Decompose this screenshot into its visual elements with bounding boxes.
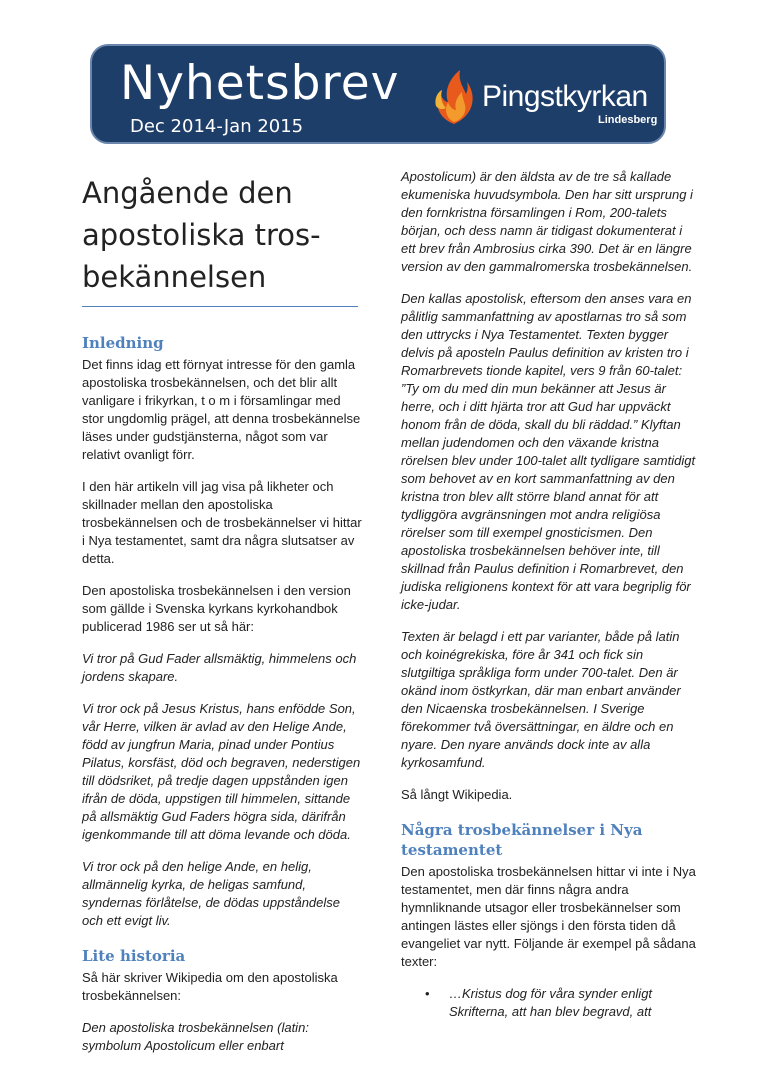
bullet-icon: • [425, 986, 430, 1001]
bullet-list [401, 985, 696, 1021]
newsletter-title: Nyhetsbrev [120, 56, 400, 111]
section-heading-nya-testamentet: Några trosbekännelser i Nya testamentet [401, 821, 643, 859]
flame-icon [430, 68, 478, 126]
newsletter-date: Dec 2014-Jan 2015 [130, 116, 304, 137]
right-column [401, 168, 696, 1021]
logo-name: Pingstkyrkan [482, 80, 648, 113]
logo-subtitle: Lindesberg [598, 114, 658, 126]
section-heading-historia: Lite historia [82, 947, 186, 965]
wikipedia-quote: Texten är belagd i ett par varianter, både på latin och koinégrekiska, före år 341 och fick sin slutgiltiga språkliga form under 700-talet. Den är okänd inom östkyrkan, där man enbart använder den Nicaenska trosbekännelsen. I Sverige förekommer två översättningar, en äldre och en nyare. Den nyare används dock inte av alla kyrkosamfund. [401, 629, 681, 770]
wikipedia-quote: Den kallas apostolisk, eftersom den anses vara en pålitlig sammanfattning av apostlarnas tro så som den uttrycks i Nya Testamentet. Texten bygger delvis på aposteln Paulus definition av kristen tro i Romarbrevets tionde kapitel, vers 9 från 60-talet: ”Ty om du med din mun bekänner att Jesus är herre, och i ditt hjärta tror att Gud har uppväckt honom från de döda, skall du bli räddad.” Klyftan mellan judendomen och den växande kristna rörelsen blev under 100-talet allt tydligare samtidigt som behovet av en kort sammanfattning av den kristna tron blev allt större bland annat för att tydliggöra avgränsningen mot andra religiösa rörelser som till exempel gnosticismen. Den apostoliska trosbekännelsen behöver inte, till skillnad från Paulus definition i Romarbrevet, den judiska religionens kontext för att vara begriplig för icke-judar. [401, 291, 696, 612]
section-heading-inledning: Inledning [82, 334, 164, 352]
creed-paragraph: Vi tror på Gud Fader allsmäktig, himmelens och jordens skapare. [82, 651, 357, 684]
list-item-text: …Kristus dog för våra synder enligt Skrifterna, att han blev begravd, att [449, 986, 653, 1019]
paragraph: Den apostoliska trosbekännelsen i den version som gällde i Svenska kyrkans kyrkohandbok publicerad 1986 ser ut så här: [82, 583, 351, 634]
paragraph: I den här artikeln vill jag visa på likheter och skillnader mellan den apostoliska trosbekännelsen och de trosbekännelser vi hittar i Nya testamentet, samt dra några slutsatser av detta. [82, 479, 362, 566]
wikipedia-quote: Den apostoliska trosbekännelsen (latin: symbolum Apostolicum eller enbart [82, 1020, 309, 1053]
newsletter-banner [90, 44, 666, 144]
paragraph: Så långt Wikipedia. [401, 787, 513, 802]
paragraph: Det finns idag ett förnyat intresse för den gamla apostoliska trosbekännelsen, och det blir allt vanligare i frikyrkan, t o m i församlingar med stor ungdomlig prägel, att denna trosbekännelse läses under gudstjänsterna, något som var relativt ovanligt förr. [82, 357, 361, 462]
left-column [82, 150, 362, 1069]
title-divider [82, 306, 358, 307]
creed-paragraph: Vi tror ock på den helige Ande, en helig, allmännelig kyrka, de heligas samfund, syndernas förlåtelse, de dödas uppståndelse och ett evigt liv. [82, 859, 341, 928]
paragraph: Så här skriver Wikipedia om den apostoliska trosbekännelsen: [82, 970, 338, 1003]
creed-paragraph: Vi tror ock på Jesus Kristus, hans enfödde Son, vår Herre, vilken är avlad av den Helige Ande, född av jungfrun Maria, pinad under Pontius Pilatus, korsfäst, död och begraven, nederstigen till dödsriket, på tredje dagen uppstånden igen ifrån de döda, uppstigen till himmelen, sittande på allsmäktig Gud Faders högra sida, därifrån igenkommande till att döma levande och döda. [82, 701, 361, 842]
wikipedia-quote: Apostolicum) är den äldsta av de tre så kallade ekumeniska huvudsymbola. Den har sitt ursprung i den fornkristna församlingen i Rom, 200-talets början, och dess namn är tidigast dokumenterat i ett brev från Ambrosius cirka 390. Det är en längre version av den gammalromerska trosbekännelsen. [401, 169, 693, 274]
article-title: Angående den apostoliska tros-bekännelsen [82, 176, 321, 294]
paragraph: Den apostoliska trosbekännelsen hittar vi inte i Nya testamentet, men där finns några andra hymnliknande utsagor eller trosbekännelser som antingen lästes eller sjöngs i den första tiden då evangeliet var nytt. Följande är exempel på sådana texter: [401, 864, 696, 969]
list-item [401, 985, 696, 1021]
